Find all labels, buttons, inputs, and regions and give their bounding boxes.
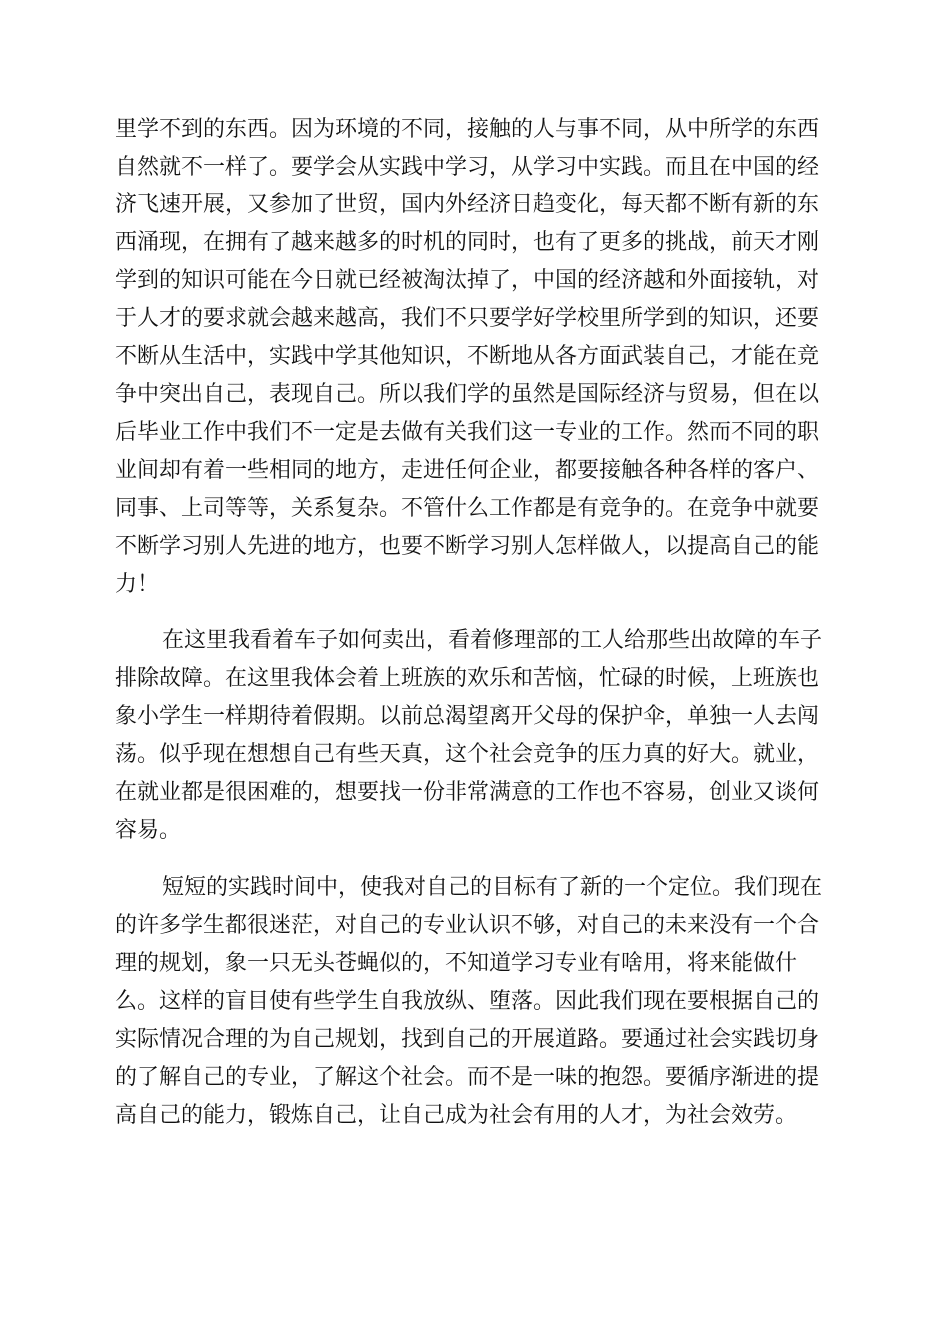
text-line: 西涌现，在拥有了越来越多的时机的同时，也有了更多的挑战，前天才刚 xyxy=(115,230,820,255)
text-line: 争中突出自己，表现自己。所以我们学的虽然是国际经济与贸易，但在以 xyxy=(115,382,820,407)
text-line: 荡。似乎现在想想自己有些天真，这个社会竞争的压力真的好大。就业， xyxy=(115,742,820,767)
text-line: 在这里我看着车子如何卖出，看着修理部的工人给那些出故障的车子 xyxy=(162,628,823,653)
text-line: 力！ xyxy=(115,572,160,597)
text-line: 高自己的能力，锻炼自己，让自己成为社会有用的人才，为社会效劳。 xyxy=(115,1103,798,1128)
text-line: 短短的实践时间中，使我对自己的目标有了新的一个定位。我们现在 xyxy=(162,875,823,900)
text-line: 排除故障。在这里我体会着上班族的欢乐和苦恼，忙碌的时候，上班族也 xyxy=(115,666,820,691)
text-line: 后毕业工作中我们不一定是去做有关我们这一专业的工作。然而不同的职 xyxy=(115,420,820,445)
text-line: 么。这样的盲目使有些学生自我放纵、堕落。因此我们现在要根据自己的 xyxy=(115,989,820,1014)
text-line: 的了解自己的专业，了解这个社会。而不是一味的抱怨。要循序渐进的提 xyxy=(115,1065,820,1090)
text-line: 容易。 xyxy=(115,818,182,843)
text-line: 的许多学生都很迷茫，对自己的专业认识不够，对自己的未来没有一个合 xyxy=(115,913,820,938)
text-line: 济飞速开展，又参加了世贸，国内外经济日趋变化，每天都不断有新的东 xyxy=(115,192,820,217)
text-line: 学到的知识可能在今日就已经被淘汰掉了，中国的经济越和外面接轨，对 xyxy=(115,268,820,293)
text-line: 于人才的要求就会越来越高，我们不只要学好学校里所学到的知识，还要 xyxy=(115,306,820,331)
text-line: 自然就不一样了。要学会从实践中学习，从学习中实践。而且在中国的经 xyxy=(115,155,820,180)
text-line: 不断从生活中，实践中学其他知识，不断地从各方面武装自己，才能在竞 xyxy=(115,344,820,369)
text-line: 同事、上司等等，关系复杂。不管什么工作都是有竞争的。在竞争中就要 xyxy=(115,496,820,521)
text-line: 理的规划，象一只无头苍蝇似的，不知道学习专业有啥用，将来能做什 xyxy=(115,951,798,976)
text-line: 象小学生一样期待着假期。以前总渴望离开父母的保护伞，单独一人去闯 xyxy=(115,704,820,729)
text-line: 实际情况合理的为自己规划，找到自己的开展道路。要通过社会实践切身 xyxy=(115,1027,820,1052)
text-line: 业间却有着一些相同的地方，走进任何企业，都要接触各种各样的客户、 xyxy=(115,458,820,483)
text-line: 里学不到的东西。因为环境的不同，接触的人与事不同，从中所学的东西 xyxy=(115,117,820,142)
text-line: 在就业都是很困难的，想要找一份非常满意的工作也不容易，创业又谈何 xyxy=(115,780,820,805)
text-line: 不断学习别人先进的地方，也要不断学习别人怎样做人，以提高自己的能 xyxy=(115,534,820,559)
